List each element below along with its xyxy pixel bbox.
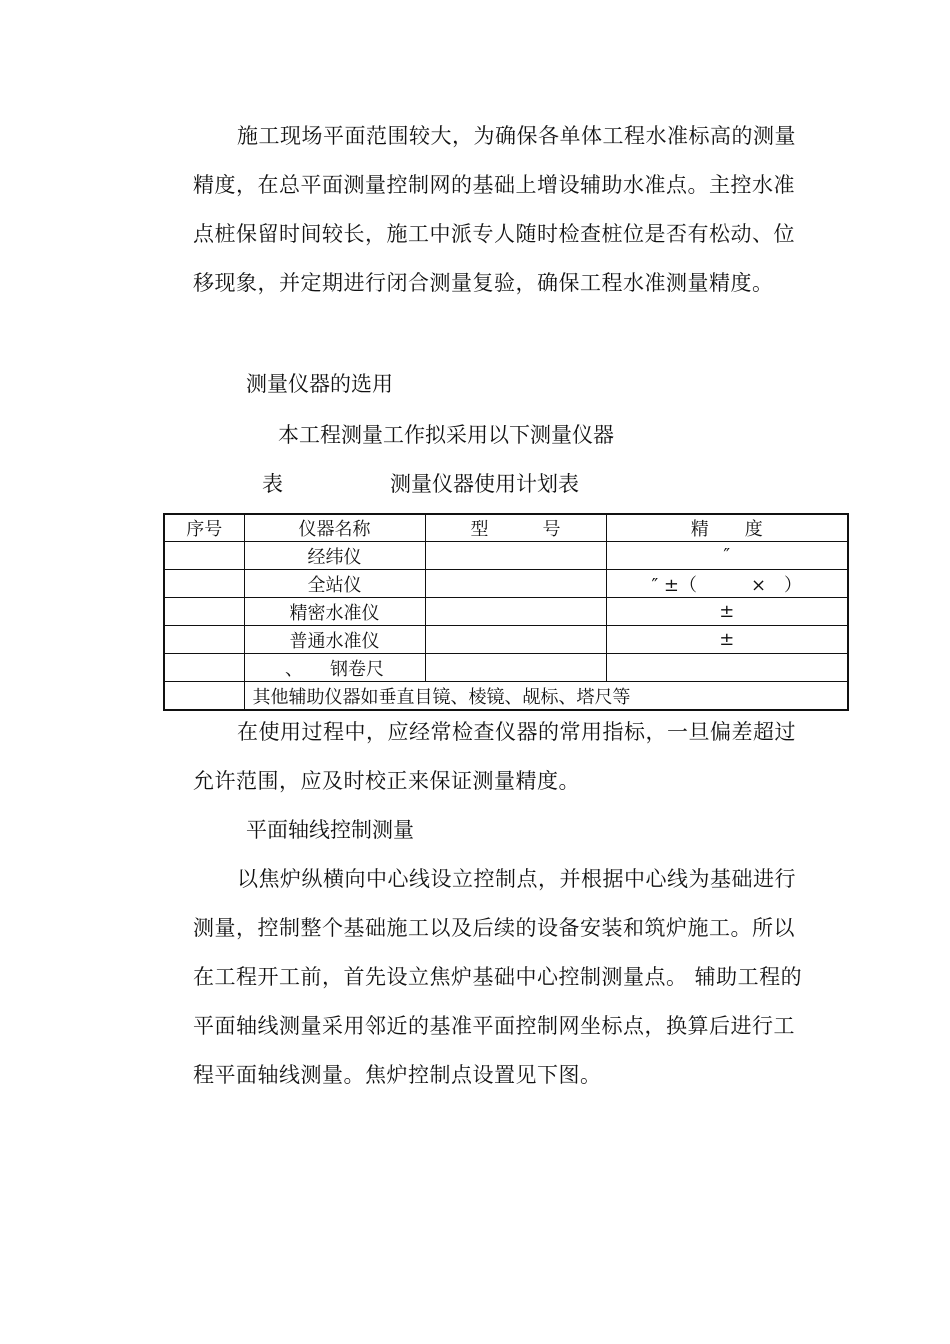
cell-instrument-name: 全站仪 bbox=[244, 570, 425, 598]
cell-no bbox=[164, 598, 244, 626]
cell-precision: ″ ±（ × ） bbox=[606, 570, 848, 598]
table-caption-title: 测量仪器使用计划表 bbox=[390, 472, 579, 496]
paragraph-instrument-check: 在使用过程中，应经常检查仪器的常用指标，一旦偏差超过允许范围，应及时校正来保证测量精度。 bbox=[193, 720, 796, 793]
cell-model bbox=[425, 542, 606, 570]
cell-precision: ″ bbox=[606, 542, 848, 570]
cell-no bbox=[164, 542, 244, 570]
cell-instrument-name: 、 钢卷尺 bbox=[244, 654, 425, 682]
table-row bbox=[164, 542, 848, 570]
cell-model bbox=[425, 570, 606, 598]
cell-precision bbox=[606, 654, 848, 682]
header-no: 序号 bbox=[164, 514, 244, 542]
table-row bbox=[164, 654, 848, 682]
header-precision: 精 度 bbox=[606, 514, 848, 542]
table-caption-label: 表 bbox=[262, 472, 283, 496]
cell-no bbox=[164, 682, 244, 711]
cell-precision: ± bbox=[606, 626, 848, 654]
table-row bbox=[164, 570, 848, 598]
table-header-row bbox=[164, 514, 848, 542]
cell-precision: ± bbox=[606, 598, 848, 626]
header-instrument-name: 仪器名称 bbox=[244, 514, 425, 542]
cell-instrument-name: 精密水准仪 bbox=[244, 598, 425, 626]
cell-no bbox=[164, 654, 244, 682]
table-row bbox=[164, 626, 848, 654]
section-heading-instruments: 测量仪器的选用 bbox=[246, 372, 393, 396]
section-heading-axis-control: 平面轴线控制测量 bbox=[246, 818, 414, 842]
paragraph-leveling: 施工现场平面范围较大，为确保各单体工程水准标高的测量精度，在总平面测量控制网的基础上增设辅助水准点。主控水准点桩保留时间较长，施工中派专人随时检查桩位是否有松动、位移现象，并定期进行闭合测量复验，确保工程水准测量精度。 bbox=[193, 124, 796, 295]
cell-no bbox=[164, 570, 244, 598]
cell-model bbox=[425, 626, 606, 654]
paragraph-axis-control: 以焦炉纵横向中心线设立控制点，并根据中心线为基础进行测量，控制整个基础施工以及后续的设备安装和筑炉施工。所以在工程开工前，首先设立焦炉基础中心控制测量点。 辅助工程的平面轴线测量采用邻近的基准平面控制网坐标点，换算后进行工程平面轴线测量。焦炉控制点设置见下图。 bbox=[193, 867, 803, 1087]
cell-other-instruments: 其他辅助仪器如垂直目镜、棱镜、觇标、塔尺等 bbox=[244, 682, 848, 711]
cell-instrument-name: 经纬仪 bbox=[244, 542, 425, 570]
cell-instrument-name: 普通水准仪 bbox=[244, 626, 425, 654]
header-model: 型 号 bbox=[425, 514, 606, 542]
instrument-plan-table bbox=[163, 513, 849, 711]
cell-model bbox=[425, 598, 606, 626]
cell-no bbox=[164, 626, 244, 654]
cell-model bbox=[425, 654, 606, 682]
table-intro-text: 本工程测量工作拟采用以下测量仪器 bbox=[278, 423, 614, 447]
table-row-other bbox=[164, 682, 848, 711]
table-row bbox=[164, 598, 848, 626]
